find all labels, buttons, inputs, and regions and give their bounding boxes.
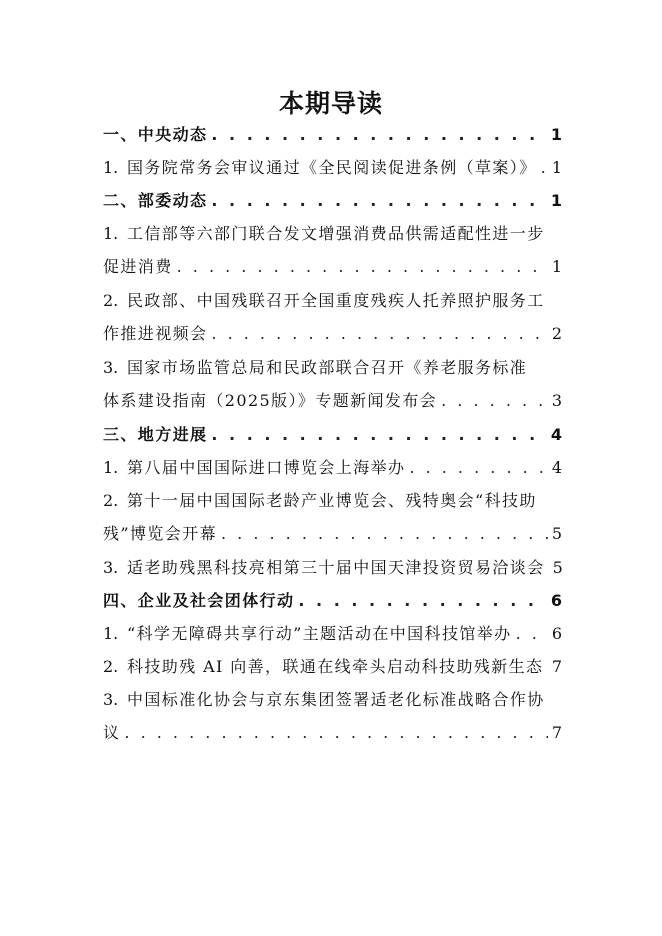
toc-section-heading[interactable] [103, 118, 562, 151]
section-title: 四、企业及社会团体行动 [103, 591, 295, 610]
entry-text: 体系建设指南（2025版）》专题新闻发布会 [103, 391, 438, 410]
toc-entry[interactable] [103, 484, 562, 517]
entry-text: 适老助残黑科技亮相第三十届中国天津投资贸易洽谈会 [127, 558, 545, 577]
entry-text: 中国标准化协会与京东集团签署适老化标准战略合作协 [127, 690, 545, 709]
section-title: 二、部委动态 [103, 191, 208, 210]
toc-section-heading[interactable] [103, 584, 562, 617]
entry-title [103, 151, 537, 184]
dot-leader [211, 317, 547, 351]
toc-entry[interactable] [103, 151, 562, 184]
toc-entry[interactable] [103, 451, 562, 484]
dot-leader [211, 118, 546, 151]
toc-entry[interactable] [103, 250, 562, 284]
entry-number: 1. [103, 224, 119, 243]
toc-entry[interactable] [103, 650, 562, 683]
toc-entry[interactable] [103, 351, 562, 384]
dot-leader [124, 716, 547, 750]
dot-leader [409, 451, 547, 484]
toc-entry[interactable] [103, 317, 562, 351]
entry-number: 2. [103, 491, 119, 510]
dot-leader [211, 184, 546, 217]
entry-title [103, 250, 173, 284]
entry-title [103, 716, 120, 750]
toc-entry[interactable] [103, 551, 562, 584]
entry-number: 1. [103, 624, 119, 643]
page-number: 4 [550, 425, 562, 444]
entry-text: 工信部等六部门联合发文增强消费品供需适配性进一步 [127, 224, 545, 243]
dot-leader [441, 384, 548, 418]
entry-number: 2. [103, 657, 119, 676]
toc-section-heading[interactable] [103, 418, 562, 451]
page-number: 7 [551, 723, 562, 742]
entry-text: 第十一届中国国际老龄产业博览会、残特奥会“科技助 [127, 491, 537, 510]
toc-entry[interactable] [103, 384, 562, 418]
entry-text: “科学无障碍共享行动”主题活动在中国科技馆举办 [127, 624, 512, 643]
page-number: 7 [551, 657, 562, 676]
toc-section-heading[interactable] [103, 184, 562, 217]
entry-text: 议 [103, 723, 121, 742]
entry-text: 作推进视频会 [103, 324, 208, 343]
dot-leader [298, 584, 546, 617]
toc-entry[interactable] [103, 617, 562, 650]
dot-leader [221, 517, 548, 551]
entry-title [103, 683, 545, 716]
entry-number: 3. [103, 358, 119, 377]
toc-entry[interactable] [103, 284, 562, 317]
page-number: 6 [550, 591, 562, 610]
page-number: 5 [551, 524, 562, 543]
entry-title [103, 617, 512, 650]
page-number: 2 [551, 324, 562, 343]
page-number: 1 [551, 158, 562, 177]
entry-title [103, 284, 545, 317]
table-of-contents [103, 118, 562, 750]
page-title: 本期导读 [278, 89, 383, 118]
page-number: 4 [551, 458, 562, 477]
entry-number: 1. [103, 158, 119, 177]
entry-text: 促进消费 [103, 257, 173, 276]
toc-entry[interactable] [103, 716, 562, 750]
entry-title [103, 451, 405, 484]
entry-title [103, 551, 545, 584]
entry-title [103, 351, 527, 384]
entry-number: 2. [103, 291, 119, 310]
entry-number: 3. [103, 690, 119, 709]
section-title: 三、地方进展 [103, 425, 208, 444]
entry-text: 国家市场监管总局和民政部联合召开《养老服务标准 [127, 358, 528, 377]
page-number: 1 [551, 257, 562, 276]
dot-leader [211, 418, 546, 451]
dot-leader [177, 250, 548, 284]
page-number: 6 [551, 624, 562, 643]
page-number: 1 [550, 191, 562, 210]
page-number: 5 [552, 558, 563, 577]
entry-text: 残”博览会开幕 [103, 524, 217, 543]
toc-entry[interactable] [103, 217, 562, 250]
entry-title [103, 217, 545, 250]
entry-text: 科技助残 AI 向善，联通在线牵头启动科技助残新生态 [127, 657, 544, 676]
entry-text: 国务院常务会审议通过《全民阅读促进条例（草案）》 [127, 158, 537, 177]
entry-text: 民政部、中国残联召开全国重度残疾人托养照护服务工 [127, 291, 545, 310]
toc-entry[interactable] [103, 517, 562, 551]
entry-title [103, 317, 207, 351]
dot-leader [516, 617, 548, 650]
section-title: 一、中央动态 [103, 125, 208, 144]
entry-number: 3. [103, 558, 119, 577]
entry-text: 第八届中国国际进口博览会上海举办 [127, 458, 406, 477]
page-number: 3 [551, 391, 562, 410]
entry-title [103, 650, 543, 683]
entry-title [103, 484, 537, 517]
toc-entry[interactable] [103, 683, 562, 716]
entry-title [103, 384, 437, 418]
dot-leader [541, 151, 548, 184]
entry-number: 1. [103, 458, 119, 477]
entry-title [103, 517, 217, 551]
page-number: 1 [550, 125, 562, 144]
